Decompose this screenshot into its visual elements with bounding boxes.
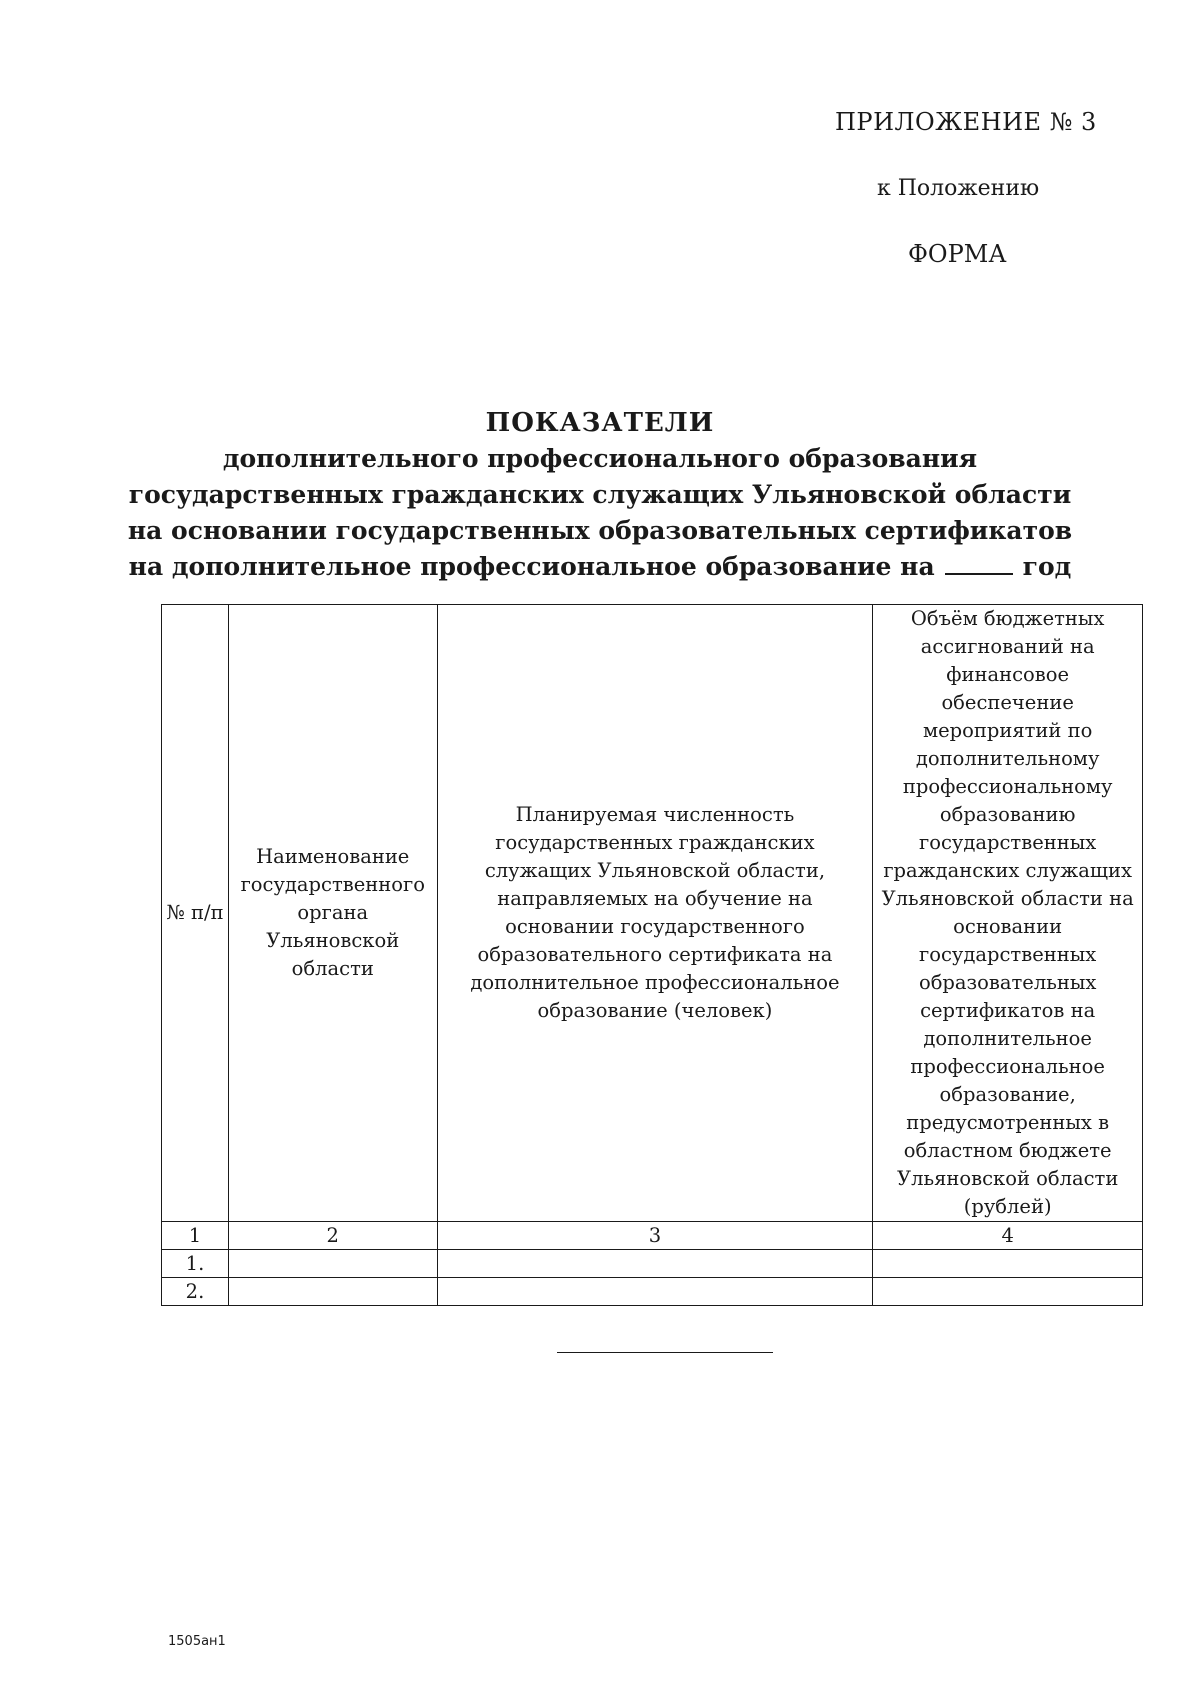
budget-volume-cell[interactable] <box>873 1250 1143 1278</box>
table-row <box>162 1278 1143 1306</box>
end-of-form-rule <box>557 1352 773 1353</box>
title-main: ПОКАЗАТЕЛИ <box>485 408 715 438</box>
year-blank-field[interactable] <box>945 549 1013 575</box>
row-number: 2. <box>162 1278 229 1306</box>
header-planned-count: Планируемая численность государственных гражданских служащих Ульяновской области, направляемых на обучение на основании государственного образовательного сертификата на дополнительное профессиональное образование (человек) <box>437 605 873 1222</box>
budget-volume-cell[interactable] <box>873 1278 1143 1306</box>
planned-count-cell[interactable] <box>437 1250 873 1278</box>
title-line-3: на основании государственных образовательных сертификатов <box>127 516 1073 545</box>
organ-name-cell[interactable] <box>228 1278 437 1306</box>
title-line-4-suffix: год <box>1022 552 1072 581</box>
column-number: 2 <box>228 1222 437 1250</box>
document-code: 1505ан1 <box>168 1634 226 1649</box>
title-line-1: дополнительного профессионального образования <box>222 444 978 473</box>
header-budget-volume: Объём бюджетных ассигнований на финансовое обеспечение мероприятий по дополнительному профессиональному образованию государственных гражданских служащих Ульяновской области на основании государственных образовательных сертификатов на дополнительное профессиональное образование, предусмотренных в областном бюджете Ульяновской области (рублей) <box>873 605 1143 1222</box>
header-organ-name: Наименование государственного органа Ульяновской области <box>228 605 437 1222</box>
row-number: 1. <box>162 1250 229 1278</box>
column-number: 3 <box>437 1222 873 1250</box>
planned-count-cell[interactable] <box>437 1278 873 1306</box>
appendix-reference: к Положению <box>877 176 1040 201</box>
appendix-title: ПРИЛОЖЕНИЕ № 3 <box>835 108 1097 136</box>
document-title <box>0 405 1200 585</box>
column-numbers-row <box>162 1222 1143 1250</box>
form-label: ФОРМА <box>908 240 1007 268</box>
column-number: 1 <box>162 1222 229 1250</box>
indicators-table <box>161 604 1143 1306</box>
title-line-2: государственных гражданских служащих Ульяновской области <box>128 480 1072 509</box>
title-line-4-prefix: на дополнительное профессиональное образование на <box>128 552 935 581</box>
table-row <box>162 1250 1143 1278</box>
table-header-row <box>162 605 1143 1222</box>
column-number: 4 <box>873 1222 1143 1250</box>
title-line-4 <box>0 549 1200 585</box>
header-num: № п/п <box>162 605 229 1222</box>
organ-name-cell[interactable] <box>228 1250 437 1278</box>
